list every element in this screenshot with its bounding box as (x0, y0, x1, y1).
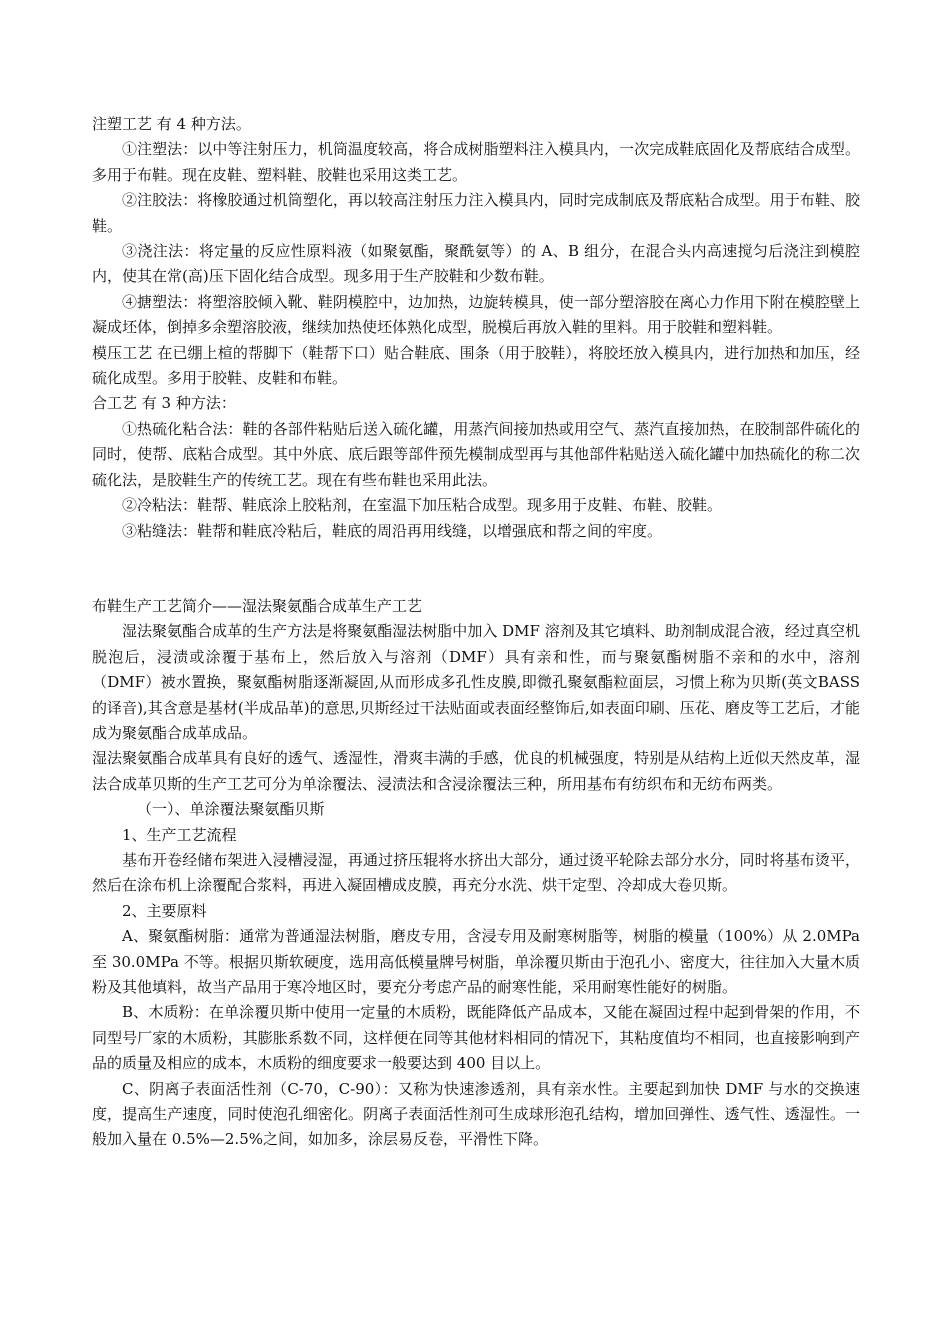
paragraph-wet-pu-properties: 湿法聚氨酯合成革具有良好的透气、透湿性，滑爽丰满的手感，优良的机械强度，特别是从结构上近似天然皮革，湿法合成革贝斯的生产工艺可分为单涂覆法、浸渍法和含浸涂覆法三种，所用基布有纺织布和无纺布两类。 (92, 749, 860, 793)
section-heading-injection: 注塑工艺 有 4 种方法。 (92, 115, 251, 133)
paragraph-injection-method: ①注塑法：以中等注射压力，机筒温度较高，将合成树脂塑料注入模具内，一次完成鞋底固化及帮底结合成型。多用于布鞋。现在皮鞋、塑料鞋、胶鞋也采用这类工艺。 (92, 140, 860, 184)
paragraph-compression-molding: 模压工艺 在已绷上楦的帮脚下（鞋帮下口）贴合鞋底、围条（用于胶鞋），将胶坯放入模具内，进行加热和加压，经硫化成型。多用于胶鞋、皮鞋和布鞋。 (92, 343, 860, 388)
subheading-raw-materials: 2、主要原料 (122, 901, 207, 920)
paragraph-hot-vulcanization: ①热硫化粘合法：鞋的各部件粘贴后送入硫化罐，用蒸汽间接加热或用空气、蒸汽直接加热，在胶制部件硫化的同时，使帮、底粘合成型。其中外底、底后跟等部件预先模制成型再与其他部件粘贴送入硫化罐中加热硫化的称二次硫化法，是胶鞋生产的传统工艺。现在有些布鞋也采用此法。 (92, 419, 860, 489)
paragraph-surfactant: C、阴离子表面活性剂（C-70，C-90）：又称为快速渗透剂，具有亲水性。主要起到加快 DMF 与水的交换速度，提高生产速度，同时使泡孔细密化。阴离子表面活性剂可生成球形泡孔结构，增加回弹性、透气性、透湿性。一般加入量在 0.5%—2.5%之间，如加多，涂层易反卷，平滑性下降。 (92, 1079, 860, 1149)
subsection-heading-single-coating: （一）、单涂覆法聚氨酯贝斯 (137, 800, 325, 819)
paragraph-pu-resin: A、聚氨酯树脂：通常为普通湿法树脂，磨皮专用，含浸专用及耐寒树脂等，树脂的模量（100%）从 2.0MPa 至 30.0MPa 不等。根据贝斯软硬度，选用高低模量牌号树脂，单涂覆贝斯由于泡孔小、密度大，往往加入大量木质粉及其他填料，故当产品用于寒冷地区时，要充分考虑产品的耐寒性能，采用耐寒性能好的树脂。 (92, 927, 860, 996)
section-heading-bonding: 合工艺 有 3 种方法： (92, 394, 236, 413)
section-spacer (92, 544, 860, 594)
document-body (92, 112, 860, 1153)
paragraph-rubber-injection: ②注胶法：将橡胶通过机筒塑化，再以较高注射压力注入模具内，同时完成制底及帮底粘合成型。用于布鞋、胶鞋。 (92, 191, 860, 235)
paragraph-wood-powder: B、木质粉：在单涂覆贝斯中使用一定量的木质粉，既能降低产品成本，又能在凝固过程中起到骨架的作用，不同型号厂家的木质粉，其膨胀系数不同，这样便在同等其他材料相同的情况下，其粘度值均不相同，也直接影响到产品的质量及相应的成本，木质粉的细度要求一般要达到 400 目以上。 (92, 1003, 860, 1073)
paragraph-cold-cement: ②冷粘法：鞋帮、鞋底涂上胶粘剂，在室温下加压粘合成型。现多用于皮鞋、布鞋、胶鞋。 (122, 496, 723, 515)
paragraph-stitch-bonding: ③粘缝法：鞋帮和鞋底冷粘后，鞋底的周沿再用线缝，以增强底和帮之间的牢度。 (122, 521, 663, 540)
paragraph-casting-method: ③浇注法：将定量的反应性原料液（如聚氨酯，聚酰氨等）的 A、B 组分，在混合头内高速搅匀后浇注到模腔内，使其在常(高)压下固化结合成型。现多用于生产胶鞋和少数布鞋。 (92, 242, 860, 286)
subheading-process-flow: 1、生产工艺流程 (122, 825, 237, 844)
paragraph-wet-pu-method: 湿法聚氨酯合成革的生产方法是将聚氨酯湿法树脂中加入 DMF 溶剂及其它填料、助剂制成混合液，经过真空机脱泡后，浸渍或涂覆于基布上，然后放入与溶剂（DMF）具有亲和性，而与聚氨酯树脂不亲和的水中，溶剂（DMF）被水置换，聚氨酯树脂逐渐凝固,从而形成多孔性皮膜,即微孔聚氨酯粒面层，习惯上称为贝斯(英文BASS的译音),其含意是基材(半成品革)的意思,贝斯经过干法贴面或表面经整饰后,如表面印刷、压花、磨皮等工艺后，才能成为聚氨酯合成革成品。 (92, 622, 860, 742)
paragraph-process-flow: 基布开卷经储布架进入浸槽浸湿，再通过挤压辊将水挤出大部分，通过烫平轮除去部分水分，同时将基布烫平，然后在涂布机上涂覆配合浆料，再进入凝固槽成皮膜，再充分水洗、烘干定型、冷却成大卷贝斯。 (92, 850, 860, 895)
section-heading-wet-pu: 布鞋生产工艺简介——湿法聚氨酯合成革生产工艺 (92, 596, 423, 615)
paragraph-slush-molding: ④搪塑法：将塑溶胶倾入靴、鞋阴模腔中，边加热，边旋转模具，使一部分塑溶胶在离心力作用下附在模腔壁上凝成坯体，倒掉多余塑溶胶液，继续加热使坯体熟化成型，脱模后再放入鞋的里料。用于胶鞋和塑料鞋。 (92, 292, 860, 337)
